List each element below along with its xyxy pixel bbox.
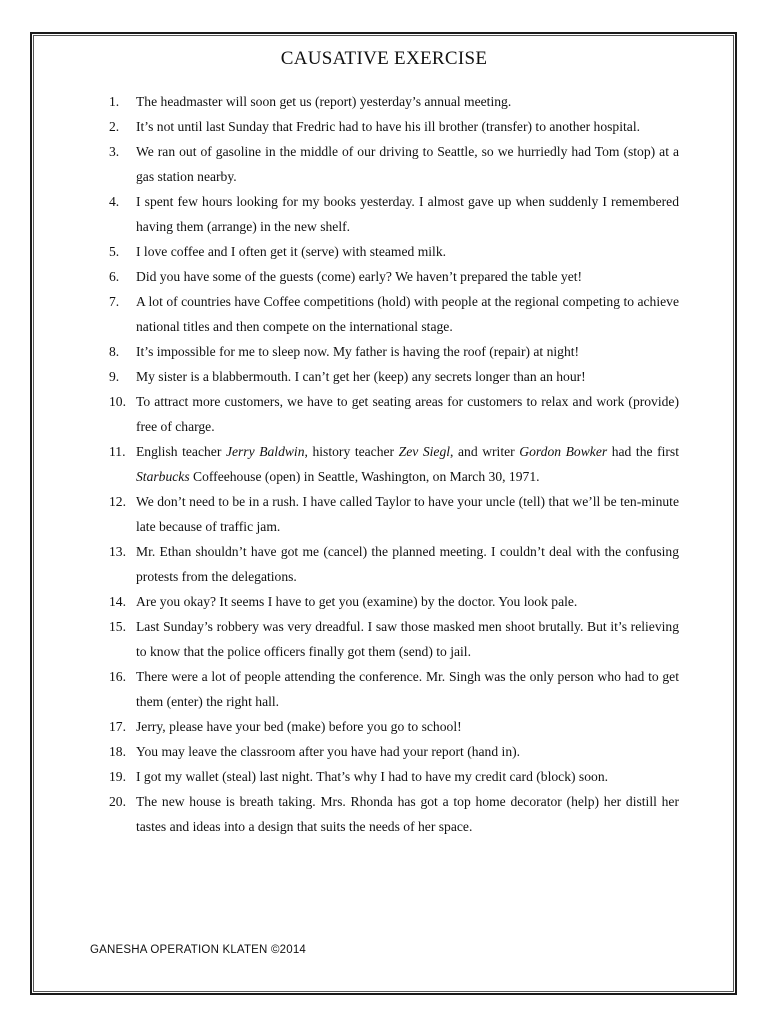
exercise-number: 2.: [109, 119, 120, 134]
exercise-sentence: [136, 614, 679, 664]
exercise-sentence: [136, 664, 679, 714]
exercise-sentence: [136, 589, 679, 614]
sentence-text: We ran out of gasoline in the middle of our driving to Seattle, so we hurriedly had Tom (stop) at a gas station nearby.: [136, 144, 679, 184]
sentence-text: English teacher: [136, 444, 226, 459]
exercise-number: 9.: [109, 369, 120, 384]
exercise-item: [109, 364, 679, 389]
italic-name: Starbucks: [136, 469, 190, 484]
exercise-item: [109, 139, 679, 189]
exercise-number: 7.: [109, 294, 120, 309]
exercise-number: 8.: [109, 344, 120, 359]
sentence-text: You may leave the classroom after you have had your report (hand in).: [136, 744, 521, 759]
exercise-number: 17.: [109, 719, 126, 734]
sentence-text: We don’t need to be in a rush. I have called Taylor to have your uncle (tell) that we’ll be ten-minute late because of traffic jam.: [136, 494, 679, 534]
exercise-item: [109, 714, 679, 739]
exercise-number: 6.: [109, 269, 120, 284]
exercise-number: 13.: [109, 544, 126, 559]
exercise-item: [109, 539, 679, 589]
exercise-sentence: [136, 264, 679, 289]
sentence-text: Did you have some of the guests (come) early? We haven’t prepared the table yet!: [136, 269, 583, 284]
exercise-item: [109, 439, 679, 489]
exercise-list: [109, 89, 679, 839]
exercise-number: 5.: [109, 244, 120, 259]
exercise-sentence: [136, 364, 679, 389]
exercise-sentence: [136, 339, 679, 364]
page-title: CAUSATIVE EXERCISE: [280, 48, 488, 69]
sentence-text: had the first: [607, 444, 679, 459]
italic-name: Gordon Bowker: [519, 444, 608, 459]
sentence-text: , and writer: [450, 444, 520, 459]
exercise-number: 11.: [109, 444, 126, 459]
exercise-number: 15.: [109, 619, 126, 634]
exercise-number: 4.: [109, 194, 120, 209]
exercise-sentence: [136, 489, 679, 539]
exercise-number: 10.: [109, 394, 126, 409]
sentence-text: The new house is breath taking. Mrs. Rhonda has got a top home decorator (help) her distill her tastes and ideas into a design that suits the needs of her space.: [136, 794, 679, 834]
exercise-sentence: [136, 289, 679, 339]
exercise-item: [109, 264, 679, 289]
sentence-text: It’s impossible for me to sleep now. My father is having the roof (repair) at night!: [136, 344, 580, 359]
exercise-item: [109, 389, 679, 439]
exercise-number: 20.: [109, 794, 126, 809]
exercise-number: 1.: [109, 94, 120, 109]
exercise-sentence: [136, 89, 679, 114]
sentence-text: Jerry, please have your bed (make) before you go to school!: [136, 719, 462, 734]
exercise-sentence: [136, 439, 679, 489]
sentence-text: My sister is a blabbermouth. I can’t get her (keep) any secrets longer than an hour!: [136, 369, 586, 384]
exercise-item: [109, 89, 679, 114]
exercise-sentence: [136, 189, 679, 239]
exercise-item: [109, 614, 679, 664]
sentence-text: , history teacher: [304, 444, 399, 459]
exercise-number: 3.: [109, 144, 120, 159]
sentence-text: It’s not until last Sunday that Fredric had to have his ill brother (transfer) to another hospital.: [136, 119, 640, 134]
exercise-item: [109, 189, 679, 239]
sentence-text: I spent few hours looking for my books yesterday. I almost gave up when suddenly I remembered having them (arrange) in the new shelf.: [136, 194, 679, 234]
footer-copyright: GANESHA OPERATION KLATEN ©2014: [90, 944, 307, 956]
sentence-text: I got my wallet (steal) last night. That’s why I had to have my credit card (block) soon.: [136, 769, 609, 784]
exercise-sentence: [136, 739, 679, 764]
exercise-number: 18.: [109, 744, 126, 759]
exercise-sentence: [136, 239, 679, 264]
exercise-sentence: [136, 539, 679, 589]
sentence-text: I love coffee and I often get it (serve) with steamed milk.: [136, 244, 447, 259]
italic-name: Zev Siegl: [398, 444, 451, 459]
exercise-item: [109, 789, 679, 839]
exercise-item: [109, 739, 679, 764]
exercise-number: 12.: [109, 494, 126, 509]
exercise-sentence: [136, 764, 679, 789]
exercise-number: 19.: [109, 769, 126, 784]
exercise-item: [109, 764, 679, 789]
exercise-item: [109, 114, 679, 139]
sentence-text: To attract more customers, we have to get seating areas for customers to relax and work (provide) free of charge.: [136, 394, 679, 434]
sentence-text: Last Sunday’s robbery was very dreadful. I saw those masked men shoot brutally. But it’s relieving to know that the police officers finally got them (send) to jail.: [136, 619, 679, 659]
exercise-item: [109, 339, 679, 364]
sentence-text: Mr. Ethan shouldn’t have got me (cancel) the planned meeting. I couldn’t deal with the confusing protests from the delegations.: [136, 544, 679, 584]
exercise-sentence: [136, 789, 679, 839]
sentence-text: There were a lot of people attending the conference. Mr. Singh was the only person who had to get them (enter) the right hall.: [136, 669, 679, 709]
sentence-text: Coffeehouse (open) in Seattle, Washington, on March 30, 1971.: [189, 469, 540, 484]
exercise-item: [109, 589, 679, 614]
exercise-item: [109, 489, 679, 539]
exercise-item: [109, 239, 679, 264]
exercise-sentence: [136, 389, 679, 439]
exercise-number: 14.: [109, 594, 126, 609]
exercise-item: [109, 289, 679, 339]
sentence-text: Are you okay? It seems I have to get you (examine) by the doctor. You look pale.: [136, 594, 578, 609]
exercise-sentence: [136, 114, 679, 139]
exercise-number: 16.: [109, 669, 126, 684]
sentence-text: The headmaster will soon get us (report) yesterday’s annual meeting.: [136, 94, 512, 109]
exercise-sentence: [136, 139, 679, 189]
exercise-sentence: [136, 714, 679, 739]
sentence-text: A lot of countries have Coffee competitions (hold) with people at the regional competing to achieve national titles and then compete on the international stage.: [136, 294, 679, 334]
italic-name: Jerry Baldwin: [225, 444, 305, 459]
exercise-item: [109, 664, 679, 714]
